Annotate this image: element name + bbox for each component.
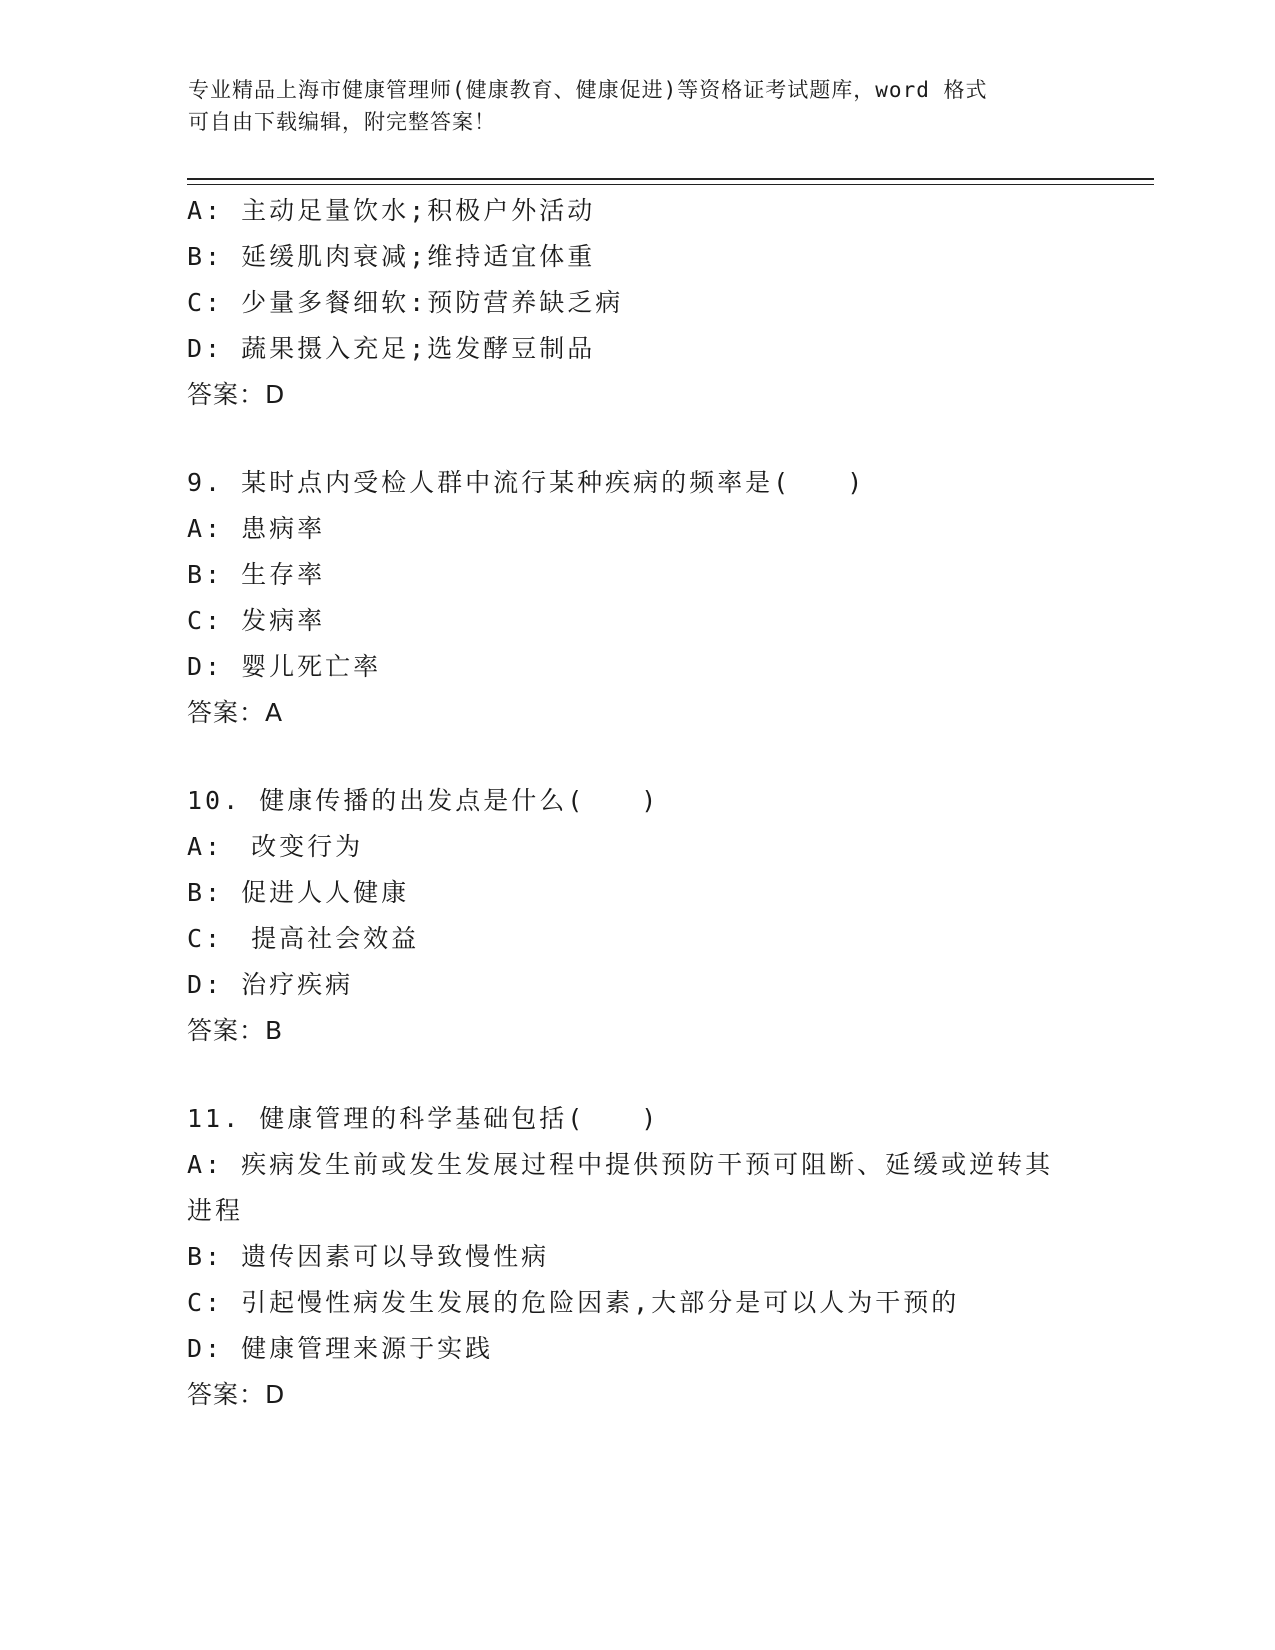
header-line-2: 可自由下载编辑，附完整答案！ (188, 110, 496, 134)
question-8 (187, 188, 1087, 418)
header-divider-thin (187, 184, 1154, 185)
option-d: D: 蔬果摄入充足;选发酵豆制品 (187, 334, 596, 363)
option-b: B: 遗传因素可以导致慢性病 (187, 1242, 550, 1271)
option-c: C: 提高社会效益 (187, 924, 420, 953)
option-a: A: 疾病发生前或发生发展过程中提供预防干预可阻断、延缓或逆转其 (187, 1150, 1054, 1179)
spacer (187, 1054, 1087, 1096)
option-d: D: 治疗疾病 (187, 970, 354, 999)
option-d: D: 健康管理来源于实践 (187, 1334, 494, 1363)
option-a: A: 改变行为 (187, 832, 364, 861)
question-11 (187, 1096, 1087, 1418)
option-a: A: 患病率 (187, 514, 326, 543)
header-line-1: 专业精品上海市健康管理师(健康教育、健康促进)等资格证考试题库，word 格式 (188, 78, 988, 102)
option-a: A: 主动足量饮水;积极户外活动 (187, 196, 596, 225)
answer-label: 答案：D (187, 380, 286, 409)
question-list (187, 188, 1087, 1418)
answer-label: 答案：B (187, 1016, 284, 1045)
document-header (188, 74, 1088, 138)
option-b: B: 促进人人健康 (187, 878, 410, 907)
spacer (187, 736, 1087, 778)
option-d: D: 婴儿死亡率 (187, 652, 382, 681)
option-c: C: 引起慢性病发生发展的危险因素,大部分是可以人为干预的 (187, 1288, 960, 1317)
question-text: 11. 健康管理的科学基础包括( ) (187, 1104, 660, 1133)
option-c: C: 发病率 (187, 606, 326, 635)
option-b: B: 生存率 (187, 560, 326, 589)
question-text: 9. 某时点内受检人群中流行某种疾病的频率是( ) (187, 468, 866, 497)
option-a-continuation: 进程 (187, 1196, 244, 1225)
answer-label: 答案：D (187, 1380, 286, 1409)
question-text: 10. 健康传播的出发点是什么( ) (187, 786, 660, 815)
question-9 (187, 460, 1087, 736)
question-10 (187, 778, 1087, 1054)
option-b: B: 延缓肌肉衰减;维持适宜体重 (187, 242, 596, 271)
answer-label: 答案：A (187, 698, 284, 727)
option-c: C: 少量多餐细软:预防营养缺乏病 (187, 288, 624, 317)
spacer (187, 418, 1087, 460)
header-divider-thick (187, 178, 1154, 180)
